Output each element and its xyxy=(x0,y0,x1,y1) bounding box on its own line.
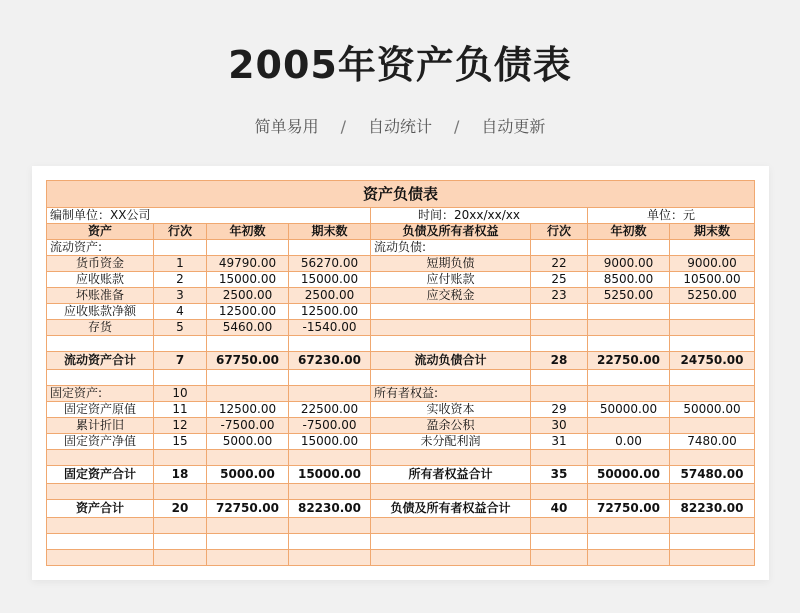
cell-liab-closing[interactable]: 9000.00 xyxy=(670,256,755,272)
cell-liab-name[interactable]: 流动负债合计 xyxy=(371,352,531,370)
cell-liab-line[interactable]: 35 xyxy=(531,466,588,484)
report-time-cell[interactable] xyxy=(371,208,588,224)
tag-easy: 简单易用 xyxy=(254,117,319,136)
table-row xyxy=(47,336,755,352)
cell-asset-closing[interactable]: 15000.00 xyxy=(289,272,371,288)
cell-asset-opening[interactable]: 2500.00 xyxy=(207,288,289,304)
cell-liab-line[interactable] xyxy=(531,304,588,320)
cell-asset-opening[interactable]: 49790.00 xyxy=(207,256,289,272)
cell-liab-name[interactable]: 实收资本 xyxy=(371,402,531,418)
cell-liab-closing[interactable] xyxy=(670,304,755,320)
cell-asset-closing[interactable] xyxy=(289,336,371,352)
cell-asset-opening[interactable] xyxy=(207,240,289,256)
cell-asset-closing[interactable]: 2500.00 xyxy=(289,288,371,304)
table-row xyxy=(47,320,755,336)
cell-asset-opening[interactable]: 15000.00 xyxy=(207,272,289,288)
header-closing-2[interactable]: 期末数 xyxy=(670,224,755,240)
table-row xyxy=(47,304,755,320)
cell-liab-line[interactable]: 23 xyxy=(531,288,588,304)
cell-liab-closing[interactable] xyxy=(670,336,755,352)
cell-liab-name[interactable] xyxy=(371,320,531,336)
header-liabilities-equity[interactable]: 负债及所有者权益 xyxy=(371,224,531,240)
currency-unit-cell[interactable]: 单位：元 xyxy=(588,208,755,224)
cell-liab-opening[interactable] xyxy=(588,304,670,320)
cell-asset-closing[interactable] xyxy=(289,450,371,466)
table-row xyxy=(47,518,755,534)
cell-asset-name[interactable] xyxy=(47,534,154,550)
cell-asset-closing[interactable]: 82230.00 xyxy=(289,500,371,518)
cell-asset-name[interactable]: 流动资产: xyxy=(47,240,154,256)
cell-asset-name[interactable] xyxy=(47,370,154,386)
cell-liab-line[interactable]: 25 xyxy=(531,272,588,288)
cell-liab-opening[interactable] xyxy=(588,336,670,352)
company-unit-cell[interactable]: 编制单位：XX公司 xyxy=(47,208,371,224)
cell-liab-opening[interactable] xyxy=(588,370,670,386)
cell-liab-line[interactable] xyxy=(531,450,588,466)
cell-liab-name[interactable] xyxy=(371,336,531,352)
header-opening-2[interactable]: 年初数 xyxy=(588,224,670,240)
tag-separator: / xyxy=(340,117,346,136)
cell-liab-closing[interactable] xyxy=(670,484,755,500)
cell-liab-opening[interactable]: 50000.00 xyxy=(588,402,670,418)
cell-liab-opening[interactable] xyxy=(588,320,670,336)
cell-asset-name[interactable] xyxy=(47,336,154,352)
cell-liab-closing[interactable]: 7480.00 xyxy=(670,434,755,450)
cell-liab-opening[interactable] xyxy=(588,386,670,402)
cell-liab-name[interactable]: 应交税金 xyxy=(371,288,531,304)
cell-asset-opening[interactable] xyxy=(207,336,289,352)
tag-auto-stat: 自动统计 xyxy=(367,117,432,136)
cell-asset-line[interactable]: 20 xyxy=(154,500,207,518)
cell-asset-opening[interactable] xyxy=(207,518,289,534)
sheet-info-row xyxy=(47,208,755,224)
tag-auto-update: 自动更新 xyxy=(481,117,546,136)
header-line-no[interactable]: 行次 xyxy=(154,224,207,240)
table-row xyxy=(47,272,755,288)
cell-liab-line[interactable] xyxy=(531,484,588,500)
cell-liab-closing[interactable] xyxy=(670,370,755,386)
cell-liab-name[interactable]: 所有者权益合计 xyxy=(371,466,531,484)
cell-asset-name[interactable]: 应收账款 xyxy=(47,272,154,288)
cell-asset-closing[interactable]: 22500.00 xyxy=(289,402,371,418)
cell-liab-closing[interactable] xyxy=(670,518,755,534)
cell-asset-name[interactable]: 固定资产净值 xyxy=(47,434,154,450)
cell-asset-opening[interactable] xyxy=(207,484,289,500)
cell-asset-line[interactable]: 11 xyxy=(154,402,207,418)
cell-liab-closing[interactable]: 5250.00 xyxy=(670,288,755,304)
cell-asset-line[interactable] xyxy=(154,550,207,566)
sheet-caption: 资产负债表 xyxy=(47,181,755,208)
table-row xyxy=(47,402,755,418)
cell-liab-name[interactable] xyxy=(371,304,531,320)
cell-asset-closing[interactable] xyxy=(289,386,371,402)
cell-asset-closing[interactable] xyxy=(289,534,371,550)
cell-liab-opening[interactable]: 72750.00 xyxy=(588,500,670,518)
page-title: 2005年资产负债表 xyxy=(228,43,572,87)
cell-liab-line[interactable]: 29 xyxy=(531,402,588,418)
cell-liab-name[interactable]: 盈余公积 xyxy=(371,418,531,434)
cell-liab-closing[interactable] xyxy=(670,418,755,434)
cell-liab-closing[interactable] xyxy=(670,450,755,466)
cell-liab-line[interactable] xyxy=(531,518,588,534)
tag-separator: / xyxy=(454,117,460,136)
cell-liab-opening[interactable] xyxy=(588,240,670,256)
header-opening[interactable]: 年初数 xyxy=(207,224,289,240)
cell-asset-opening[interactable] xyxy=(207,386,289,402)
tagline xyxy=(0,114,800,137)
cell-liab-opening[interactable] xyxy=(588,484,670,500)
cell-asset-line[interactable] xyxy=(154,518,207,534)
cell-asset-name[interactable]: 资产合计 xyxy=(47,500,154,518)
cell-liab-name[interactable]: 未分配利润 xyxy=(371,434,531,450)
cell-liab-closing[interactable] xyxy=(670,386,755,402)
balance-sheet-table xyxy=(46,180,755,566)
table-row xyxy=(47,484,755,500)
cell-liab-name[interactable] xyxy=(371,534,531,550)
table-row xyxy=(47,370,755,386)
cell-asset-line[interactable] xyxy=(154,450,207,466)
cell-liab-line[interactable]: 31 xyxy=(531,434,588,450)
cell-asset-line[interactable] xyxy=(154,534,207,550)
cell-liab-name[interactable]: 流动负债: xyxy=(371,240,531,256)
cell-liab-closing[interactable] xyxy=(670,320,755,336)
cell-asset-line[interactable]: 1 xyxy=(154,256,207,272)
cell-asset-name[interactable]: 固定资产: xyxy=(47,386,154,402)
cell-asset-name[interactable]: 累计折旧 xyxy=(47,418,154,434)
table-row xyxy=(47,450,755,466)
table-row-total xyxy=(47,500,755,518)
cell-asset-name[interactable]: 固定资产原值 xyxy=(47,402,154,418)
cell-liab-closing[interactable] xyxy=(670,550,755,566)
cell-asset-line[interactable] xyxy=(154,336,207,352)
table-row-total xyxy=(47,466,755,484)
cell-liab-line[interactable]: 30 xyxy=(531,418,588,434)
cell-liab-name[interactable] xyxy=(371,370,531,386)
header-closing[interactable]: 期末数 xyxy=(289,224,371,240)
cell-asset-opening[interactable] xyxy=(207,450,289,466)
cell-asset-line[interactable] xyxy=(154,484,207,500)
report-time-value: 20xx/xx/xx xyxy=(454,208,520,222)
cell-liab-closing[interactable]: 82230.00 xyxy=(670,500,755,518)
column-header-row xyxy=(47,224,755,240)
cell-liab-name[interactable]: 短期负债 xyxy=(371,256,531,272)
cell-liab-name[interactable] xyxy=(371,450,531,466)
cell-asset-line[interactable]: 12 xyxy=(154,418,207,434)
cell-liab-opening[interactable] xyxy=(588,518,670,534)
cell-asset-name[interactable]: 流动资产合计 xyxy=(47,352,154,370)
table-row xyxy=(47,288,755,304)
cell-asset-closing[interactable] xyxy=(289,240,371,256)
table-row xyxy=(47,434,755,450)
cell-asset-closing[interactable]: -1540.00 xyxy=(289,320,371,336)
cell-asset-line[interactable]: 5 xyxy=(154,320,207,336)
cell-liab-closing[interactable] xyxy=(670,240,755,256)
cell-asset-opening[interactable]: 5000.00 xyxy=(207,466,289,484)
table-row xyxy=(47,550,755,566)
cell-liab-closing[interactable]: 24750.00 xyxy=(670,352,755,370)
cell-liab-opening[interactable] xyxy=(588,550,670,566)
cell-asset-name[interactable] xyxy=(47,518,154,534)
cell-liab-opening[interactable]: 8500.00 xyxy=(588,272,670,288)
cell-liab-name[interactable]: 所有者权益: xyxy=(371,386,531,402)
cell-asset-closing[interactable] xyxy=(289,550,371,566)
cell-liab-opening[interactable]: 0.00 xyxy=(588,434,670,450)
cell-asset-name[interactable]: 存货 xyxy=(47,320,154,336)
cell-asset-closing[interactable] xyxy=(289,370,371,386)
cell-liab-line[interactable]: 22 xyxy=(531,256,588,272)
cell-asset-name[interactable] xyxy=(47,550,154,566)
cell-asset-closing[interactable] xyxy=(289,518,371,534)
cell-asset-opening[interactable]: 12500.00 xyxy=(207,304,289,320)
cell-asset-name[interactable]: 应收账款净额 xyxy=(47,304,154,320)
sheet-card xyxy=(32,166,769,580)
cell-asset-name[interactable]: 货币资金 xyxy=(47,256,154,272)
cell-liab-line[interactable] xyxy=(531,320,588,336)
cell-liab-opening[interactable]: 9000.00 xyxy=(588,256,670,272)
cell-liab-line[interactable] xyxy=(531,336,588,352)
table-row xyxy=(47,534,755,550)
cell-liab-opening[interactable] xyxy=(588,450,670,466)
cell-liab-opening[interactable]: 5250.00 xyxy=(588,288,670,304)
table-row xyxy=(47,240,755,256)
cell-asset-opening[interactable]: -7500.00 xyxy=(207,418,289,434)
cell-asset-closing[interactable]: 15000.00 xyxy=(289,434,371,450)
cell-asset-opening[interactable]: 5460.00 xyxy=(207,320,289,336)
cell-asset-closing[interactable]: 56270.00 xyxy=(289,256,371,272)
cell-asset-closing[interactable]: 15000.00 xyxy=(289,466,371,484)
cell-liab-name[interactable] xyxy=(371,550,531,566)
cell-liab-opening[interactable]: 22750.00 xyxy=(588,352,670,370)
cell-asset-line[interactable]: 2 xyxy=(154,272,207,288)
cell-liab-closing[interactable]: 10500.00 xyxy=(670,272,755,288)
cell-liab-name[interactable] xyxy=(371,518,531,534)
cell-asset-line[interactable]: 18 xyxy=(154,466,207,484)
cell-asset-line[interactable]: 10 xyxy=(154,386,207,402)
cell-liab-closing[interactable] xyxy=(670,534,755,550)
header-assets[interactable]: 资产 xyxy=(47,224,154,240)
cell-asset-opening[interactable] xyxy=(207,534,289,550)
cell-liab-opening[interactable] xyxy=(588,418,670,434)
cell-asset-line[interactable]: 3 xyxy=(154,288,207,304)
header-line-no-2[interactable]: 行次 xyxy=(531,224,588,240)
cell-asset-opening[interactable] xyxy=(207,550,289,566)
cell-asset-line[interactable]: 4 xyxy=(154,304,207,320)
cell-asset-line[interactable]: 15 xyxy=(154,434,207,450)
cell-liab-line[interactable] xyxy=(531,550,588,566)
table-row-total xyxy=(47,352,755,370)
cell-liab-closing[interactable]: 50000.00 xyxy=(670,402,755,418)
cell-asset-closing[interactable]: -7500.00 xyxy=(289,418,371,434)
cell-liab-name[interactable] xyxy=(371,484,531,500)
table-row xyxy=(47,418,755,434)
cell-liab-name[interactable]: 负债及所有者权益合计 xyxy=(371,500,531,518)
cell-liab-line[interactable] xyxy=(531,534,588,550)
table-row xyxy=(47,256,755,272)
cell-liab-line[interactable] xyxy=(531,386,588,402)
cell-asset-line[interactable] xyxy=(154,240,207,256)
cell-liab-closing[interactable]: 57480.00 xyxy=(670,466,755,484)
cell-asset-opening[interactable] xyxy=(207,370,289,386)
cell-asset-name[interactable]: 固定资产合计 xyxy=(47,466,154,484)
report-time-label: 时间： xyxy=(417,208,454,222)
sheet-caption-row xyxy=(47,181,755,208)
cell-asset-opening[interactable]: 67750.00 xyxy=(207,352,289,370)
cell-liab-opening[interactable]: 50000.00 xyxy=(588,466,670,484)
cell-liab-name[interactable]: 应付账款 xyxy=(371,272,531,288)
cell-liab-line[interactable] xyxy=(531,240,588,256)
cell-liab-line[interactable] xyxy=(531,370,588,386)
cell-asset-name[interactable]: 坏账准备 xyxy=(47,288,154,304)
cell-asset-opening[interactable]: 12500.00 xyxy=(207,402,289,418)
cell-asset-closing[interactable]: 67230.00 xyxy=(289,352,371,370)
cell-liab-opening[interactable] xyxy=(588,534,670,550)
cell-liab-line[interactable]: 28 xyxy=(531,352,588,370)
table-row xyxy=(47,386,755,402)
cell-liab-line[interactable]: 40 xyxy=(531,500,588,518)
cell-asset-name[interactable] xyxy=(47,484,154,500)
cell-asset-opening[interactable]: 72750.00 xyxy=(207,500,289,518)
cell-asset-closing[interactable]: 12500.00 xyxy=(289,304,371,320)
cell-asset-opening[interactable]: 5000.00 xyxy=(207,434,289,450)
cell-asset-closing[interactable] xyxy=(289,484,371,500)
cell-asset-line[interactable] xyxy=(154,370,207,386)
cell-asset-line[interactable]: 7 xyxy=(154,352,207,370)
cell-asset-name[interactable] xyxy=(47,450,154,466)
